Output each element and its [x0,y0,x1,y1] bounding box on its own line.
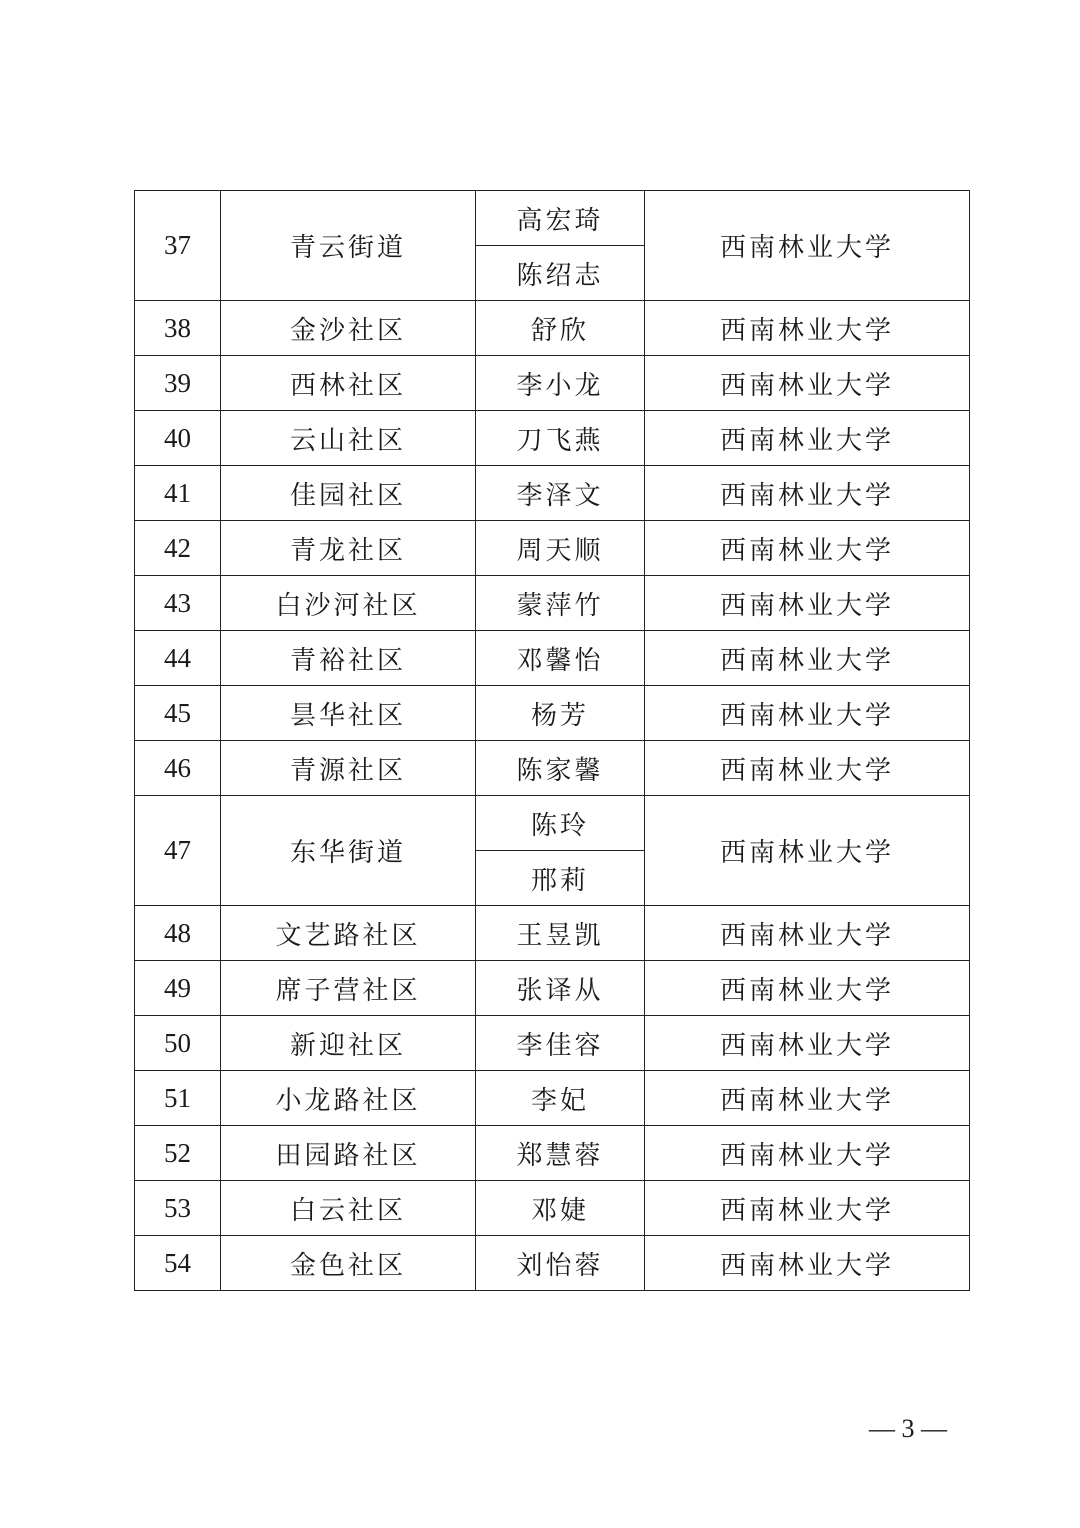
table-row [135,1126,970,1181]
row-number: 49 [135,961,221,1016]
community-cell: 金色社区 [221,1236,476,1291]
person-name-cell: 李妃 [476,1071,645,1126]
person-name-cell: 王昱凯 [476,906,645,961]
person-name-cell: 邓婕 [476,1181,645,1236]
row-number: 41 [135,466,221,521]
person-name-cell: 陈家馨 [476,741,645,796]
school-cell: 西南林业大学 [645,686,970,741]
assignment-table-container [134,190,970,1291]
school-cell: 西南林业大学 [645,1236,970,1291]
row-number: 44 [135,631,221,686]
person-name-cell: 李佳容 [476,1016,645,1071]
school-cell: 西南林业大学 [645,466,970,521]
table-row [135,961,970,1016]
community-cell: 田园路社区 [221,1126,476,1181]
row-number: 39 [135,356,221,411]
community-cell: 东华街道 [221,796,476,906]
table-row [135,356,970,411]
community-cell: 云山社区 [221,411,476,466]
person-name-cell: 张译从 [476,961,645,1016]
table-row [135,1236,970,1291]
table-row [135,741,970,796]
page-number: — 3 — [869,1414,947,1443]
community-cell: 新迎社区 [221,1016,476,1071]
table-row [135,631,970,686]
person-name-cell: 邢莉 [476,851,645,906]
row-number: 47 [135,796,221,906]
school-cell: 西南林业大学 [645,356,970,411]
community-cell: 金沙社区 [221,301,476,356]
table-row [135,1071,970,1126]
community-cell: 昙华社区 [221,686,476,741]
row-number: 38 [135,301,221,356]
school-cell: 西南林业大学 [645,741,970,796]
row-number: 53 [135,1181,221,1236]
row-number: 50 [135,1016,221,1071]
community-cell: 小龙路社区 [221,1071,476,1126]
community-cell: 白云社区 [221,1181,476,1236]
school-cell: 西南林业大学 [645,1016,970,1071]
person-name-cell: 刘怡蓉 [476,1236,645,1291]
table-row [135,301,970,356]
person-name-cell: 李泽文 [476,466,645,521]
school-cell: 西南林业大学 [645,1181,970,1236]
row-number: 54 [135,1236,221,1291]
row-number: 37 [135,191,221,301]
person-name-cell: 邓馨怡 [476,631,645,686]
community-cell: 青云街道 [221,191,476,301]
table-row [135,191,970,246]
community-cell: 佳园社区 [221,466,476,521]
school-cell: 西南林业大学 [645,301,970,356]
school-cell: 西南林业大学 [645,1126,970,1181]
school-cell: 西南林业大学 [645,191,970,301]
row-number: 45 [135,686,221,741]
row-number: 52 [135,1126,221,1181]
person-name-cell: 舒欣 [476,301,645,356]
table-row [135,796,970,851]
school-cell: 西南林业大学 [645,796,970,906]
community-cell: 席子营社区 [221,961,476,1016]
school-cell: 西南林业大学 [645,411,970,466]
row-number: 48 [135,906,221,961]
table-row [135,466,970,521]
row-number: 51 [135,1071,221,1126]
person-name-cell: 刀飞燕 [476,411,645,466]
person-name-cell: 周天顺 [476,521,645,576]
school-cell: 西南林业大学 [645,961,970,1016]
row-number: 46 [135,741,221,796]
table-body [135,191,970,1291]
assignment-table [134,190,970,1291]
community-cell: 文艺路社区 [221,906,476,961]
person-name-cell: 高宏琦 [476,191,645,246]
person-name-cell: 蒙萍竹 [476,576,645,631]
community-cell: 青龙社区 [221,521,476,576]
table-row [135,411,970,466]
school-cell: 西南林业大学 [645,906,970,961]
community-cell: 白沙河社区 [221,576,476,631]
table-row [135,686,970,741]
row-number: 43 [135,576,221,631]
school-cell: 西南林业大学 [645,576,970,631]
school-cell: 西南林业大学 [645,631,970,686]
community-cell: 青源社区 [221,741,476,796]
table-row [135,1181,970,1236]
row-number: 40 [135,411,221,466]
school-cell: 西南林业大学 [645,1071,970,1126]
community-cell: 青裕社区 [221,631,476,686]
row-number: 42 [135,521,221,576]
table-row [135,1016,970,1071]
community-cell: 西林社区 [221,356,476,411]
table-row [135,906,970,961]
person-name-cell: 李小龙 [476,356,645,411]
table-row [135,576,970,631]
person-name-cell: 杨芳 [476,686,645,741]
person-name-cell: 陈绍志 [476,246,645,301]
person-name-cell: 郑慧蓉 [476,1126,645,1181]
person-name-cell: 陈玲 [476,796,645,851]
table-row [135,521,970,576]
school-cell: 西南林业大学 [645,521,970,576]
